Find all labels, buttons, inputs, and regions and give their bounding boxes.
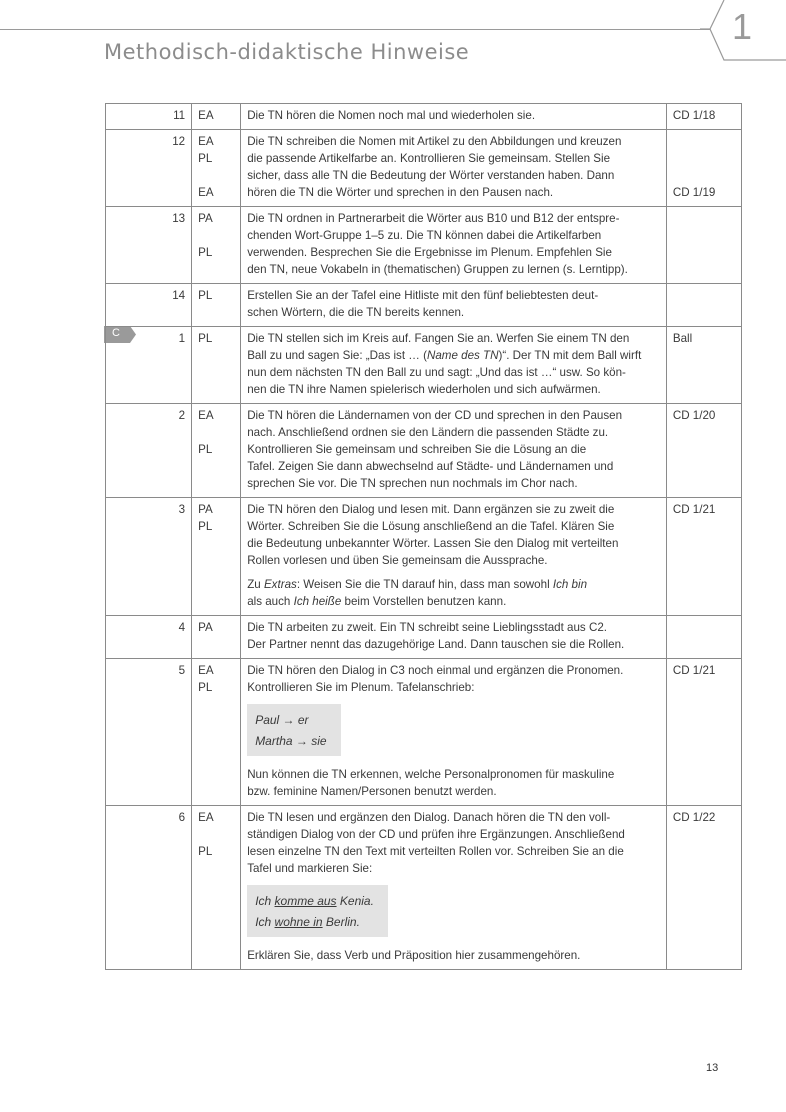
- instruction-text: Die TN hören den Dialog und lesen mit. Dann ergänzen sie zu zweit die Wörter. Schreiben Sie die Lösung anschließend an die Tafel. Klären Sie die Bedeutung unbekannter Wörter. Lassen Sie den Dialog mit verteilten Rollen vorlesen und üben Sie gemeinsam die Aussprache. Zu Extras: Weisen Sie die TN darauf hin, dass man sowohl Ich bin als auch Ich heiße beim Vorstellen benutzen kann.: [241, 498, 667, 616]
- social-form: PA PL: [192, 498, 241, 616]
- media-cell: CD 1/22: [666, 806, 741, 970]
- chapter-number: 1: [731, 6, 753, 47]
- table-row: [106, 616, 742, 659]
- table-row: [106, 104, 742, 130]
- page-number: 13: [706, 1062, 719, 1074]
- media-cell: CD 1/19: [666, 130, 741, 207]
- social-form: PA: [192, 616, 241, 659]
- media-cell: Ball: [666, 327, 741, 404]
- step-number: 3: [106, 498, 192, 616]
- step-number: 4: [106, 616, 192, 659]
- table-row: [106, 404, 742, 498]
- step-number: 14: [106, 284, 192, 327]
- step-number: 11: [106, 104, 192, 130]
- instruction-text: Die TN lesen und ergänzen den Dialog. Danach hören die TN den voll- ständigen Dialog von der CD und prüfen ihre Ergänzungen. Anschließend lesen einzelne TN den Text mit verteilten Rollen vor. Schreiben Sie an die Tafel und markieren Sie: Ich komme aus Kenia. Ich wohne in Berlin. Erklären Sie, dass Verb und Präposition hier zusammengehören.: [241, 806, 667, 970]
- instruction-text: Die TN hören die Nomen noch mal und wiederholen sie.: [241, 104, 667, 130]
- blackboard-example: Paul → er Martha → sie: [247, 704, 340, 756]
- extras-note: Zu Extras: Weisen Sie die TN darauf hin, dass man sowohl Ich bin: [247, 578, 588, 591]
- media-cell: [666, 616, 741, 659]
- instruction-text: Die TN stellen sich im Kreis auf. Fangen Sie an. Werfen Sie einem TN den Ball zu und sagen Sie: „Das ist … (Name des TN)“. Der TN mit dem Ball wirft nun dem nächsten TN den Ball zu und sagt: „Und das ist …“ usw. So kön- nen die TN ihre Namen spielerisch wiederholen und sich aufwärmen.: [241, 327, 667, 404]
- media-cell: CD 1/21: [666, 659, 741, 806]
- social-form: EA PL: [192, 806, 241, 970]
- instruction-text: Die TN hören den Dialog in C3 noch einmal und ergänzen die Pronomen. Kontrollieren Sie im Plenum. Tafelanschrieb: Paul → er Martha → sie Nun können die TN erkennen, welche Personalpronomen für maskuline bzw. feminine Namen/Personen benutzt werden.: [241, 659, 667, 806]
- step-number: 13: [106, 207, 192, 284]
- instruction-text: Die TN hören die Ländernamen von der CD und sprechen in den Pausen nach. Anschließend ordnen sie den Ländern die passenden Städte zu. Kontrollieren Sie gemeinsam und schreiben Sie die Lösung an die Tafel. Zeigen Sie dann abwechselnd auf Städte- und Ländernamen und sprechen Sie vor. Die TN sprechen nun nochmals im Chor nach.: [241, 404, 667, 498]
- social-form: PL: [192, 284, 241, 327]
- page-title: Methodisch-didaktische Hinweise: [104, 40, 470, 64]
- instruction-text: Erstellen Sie an der Tafel eine Hitliste mit den fünf beliebtesten deut- schen Wörtern, die die TN bereits kennen.: [241, 284, 667, 327]
- blackboard-example: Ich komme aus Kenia. Ich wohne in Berlin.: [247, 885, 388, 937]
- header-rule: [0, 29, 710, 30]
- table-row: [106, 130, 742, 207]
- instruction-text: Die TN schreiben die Nomen mit Artikel zu den Abbildungen und kreuzen die passende Artikelfarbe an. Kontrollieren Sie gemeinsam. Stellen Sie sicher, dass alle TN die Bedeutung der Wörter verstanden haben. Dann hören die TN die Wörter und sprechen in den Pausen nach.: [241, 130, 667, 207]
- media-cell: CD 1/18: [666, 104, 741, 130]
- social-form: PL: [192, 327, 241, 404]
- step-number: 2: [106, 404, 192, 498]
- instruction-text: Die TN ordnen in Partnerarbeit die Wörter aus B10 und B12 der entspre- chenden Wort-Gruppe 1–5 zu. Die TN können dabei die Artikelfarben verwenden. Besprechen Sie die Ergebnisse im Plenum. Empfehlen Sie den TN, neue Vokabeln in (thematischen) Gruppen zu lernen (s. Lerntipp).: [241, 207, 667, 284]
- step-number: 5: [106, 659, 192, 806]
- step-number: 6: [106, 806, 192, 970]
- social-form: EA: [192, 104, 241, 130]
- media-cell: [666, 207, 741, 284]
- step-number: 1: [106, 327, 192, 404]
- table-row: [106, 498, 742, 616]
- table-row: [106, 806, 742, 970]
- table-row: [106, 659, 742, 806]
- instruction-text: Die TN arbeiten zu zweit. Ein TN schreibt seine Lieblingsstadt aus C2. Der Partner nennt das dazugehörige Land. Dann tauschen sie die Rollen.: [241, 616, 667, 659]
- table-row: [106, 327, 742, 404]
- table-row: [106, 284, 742, 327]
- lesson-table: [105, 103, 742, 970]
- media-cell: [666, 284, 741, 327]
- social-form: EA PL EA: [192, 130, 241, 207]
- step-number: 12: [106, 130, 192, 207]
- social-form: EA PL: [192, 404, 241, 498]
- section-c-label: C: [112, 327, 120, 339]
- media-cell: CD 1/21: [666, 498, 741, 616]
- social-form: EA PL: [192, 659, 241, 806]
- media-cell: CD 1/20: [666, 404, 741, 498]
- table-row: [106, 207, 742, 284]
- social-form: PA PL: [192, 207, 241, 284]
